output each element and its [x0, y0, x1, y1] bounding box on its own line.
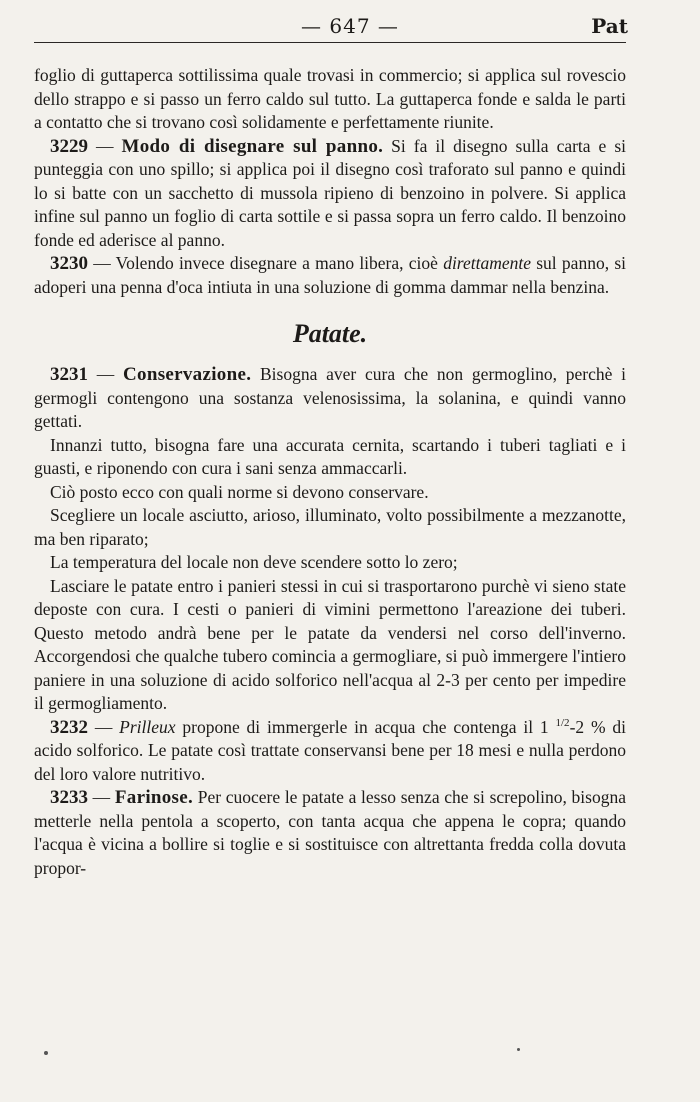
entry-text: — Volendo invece disegnare a mano libera, cioè — [88, 253, 444, 273]
entry-italic: Prilleux — [119, 716, 176, 737]
entry-text: Per cuocere le patate a lesso senza che si screpolino, bisogna metterle nella pentola a scoperto, con tanta acqua che appena le copra; quando l'acqua è vicina a bollire si toglie e si sostituisce con altrettanta fredda colla dovuta propor- — [34, 787, 626, 878]
entry-dash: — — [88, 135, 122, 156]
entry-number: 3230 — [50, 253, 88, 274]
paragraph: Innanzi tutto, bisogna fare una accurata cernita, scartando i tuberi tagliati e i guasti, e riponendo con cura i sani senza ammaccarli. — [34, 434, 626, 478]
entry-title: Farinose. — [114, 787, 194, 808]
ink-speck — [517, 1048, 520, 1051]
entry-number: 3231 — [50, 364, 88, 385]
entry-number: 3233 — [50, 787, 88, 808]
entry-title: Modo di disegnare sul panno. — [121, 135, 384, 157]
entry-number: 3232 — [50, 716, 88, 738]
header-rule — [34, 42, 626, 43]
entry-text-cont: sul panno, si adoperi una penna d'oca intiuta in una soluzione di gomma dammar nella benzina. — [34, 253, 626, 297]
running-head: Pat — [591, 14, 628, 38]
page-header — [0, 10, 700, 40]
entry-3233 — [34, 786, 626, 880]
entry-dash: — — [88, 787, 115, 807]
entry-text-end: -2 % di acido solforico. Le patate così trattate conservansi bene per 18 mesi e nulla perdono del loro valore nutritivo. — [34, 716, 626, 784]
paragraph: Lasciare le patate entro i panieri stessi in cui si trasportarono purchè vi sieno state deposte con cura. I cesti o panieri di vimini permettono l'areazione dei tuberi. Questo metodo andrà bene per le patate da vendersi nel corso dell'inverno. Accorgendosi che qualche tubero comincia a germogliare, si può immergere l'intiero paniere in una soluzione di acido solforico nell'acqua al 2-3 per cento per impedire il germogliamento. — [34, 575, 626, 713]
page-number: — 647 — — [301, 14, 399, 38]
paragraph: Ciò posto ecco con quali norme si devono conservare. — [50, 481, 429, 502]
entry-text: — — [88, 716, 120, 737]
paragraph-continuation: foglio di guttaperca sottilissima quale trovasi in commercio; si applica sul rovescio dello strappo e si passo un ferro caldo sul tutto. La guttaperca fonde e salda le parti a contatto che si trovano così solidamente e perfettamente riunite. — [34, 65, 626, 132]
entry-number: 3229 — [50, 135, 88, 157]
entry-title: Conservazione. — [123, 364, 252, 385]
section-heading: Patate. — [292, 319, 368, 348]
ink-speck — [44, 1051, 48, 1055]
entry-italic: direttamente — [443, 253, 531, 273]
paragraph: La temperatura del locale non deve scendere sotto lo zero; — [50, 552, 458, 572]
entry-3231 — [34, 363, 626, 434]
fraction: 1/2 — [555, 716, 570, 729]
entry-3232 — [34, 716, 626, 787]
entry-3230 — [34, 252, 626, 299]
entry-dash: — — [88, 364, 124, 384]
page-body — [34, 64, 626, 880]
entry-text-cont: propone di immergerle in acqua che contenga il 1 — [175, 716, 556, 737]
entry-text: Bisogna aver cura che non germoglino, perchè i germogli contengono una sostanza velenosissima, la solanina, e quindi vanno gettati. — [34, 364, 627, 431]
entry-3229 — [34, 135, 626, 253]
entry-text: Si fa il disegno sulla carta e si punteggia con uno spillo; si applica poi il disegno così traforato sul panno e quindi lo si batte con un sacchetto di mussola ripieno di benzoino in polvere. Si applica infine sul panno un foglio di carta sottile e si passa sopra un ferro caldo. Il benzoino fonde ed aderisce al panno. — [34, 135, 626, 250]
paragraph: Scegliere un locale asciutto, arioso, illuminato, volto possibilmente a mezzanotte, ma ben riparato; — [34, 505, 626, 549]
